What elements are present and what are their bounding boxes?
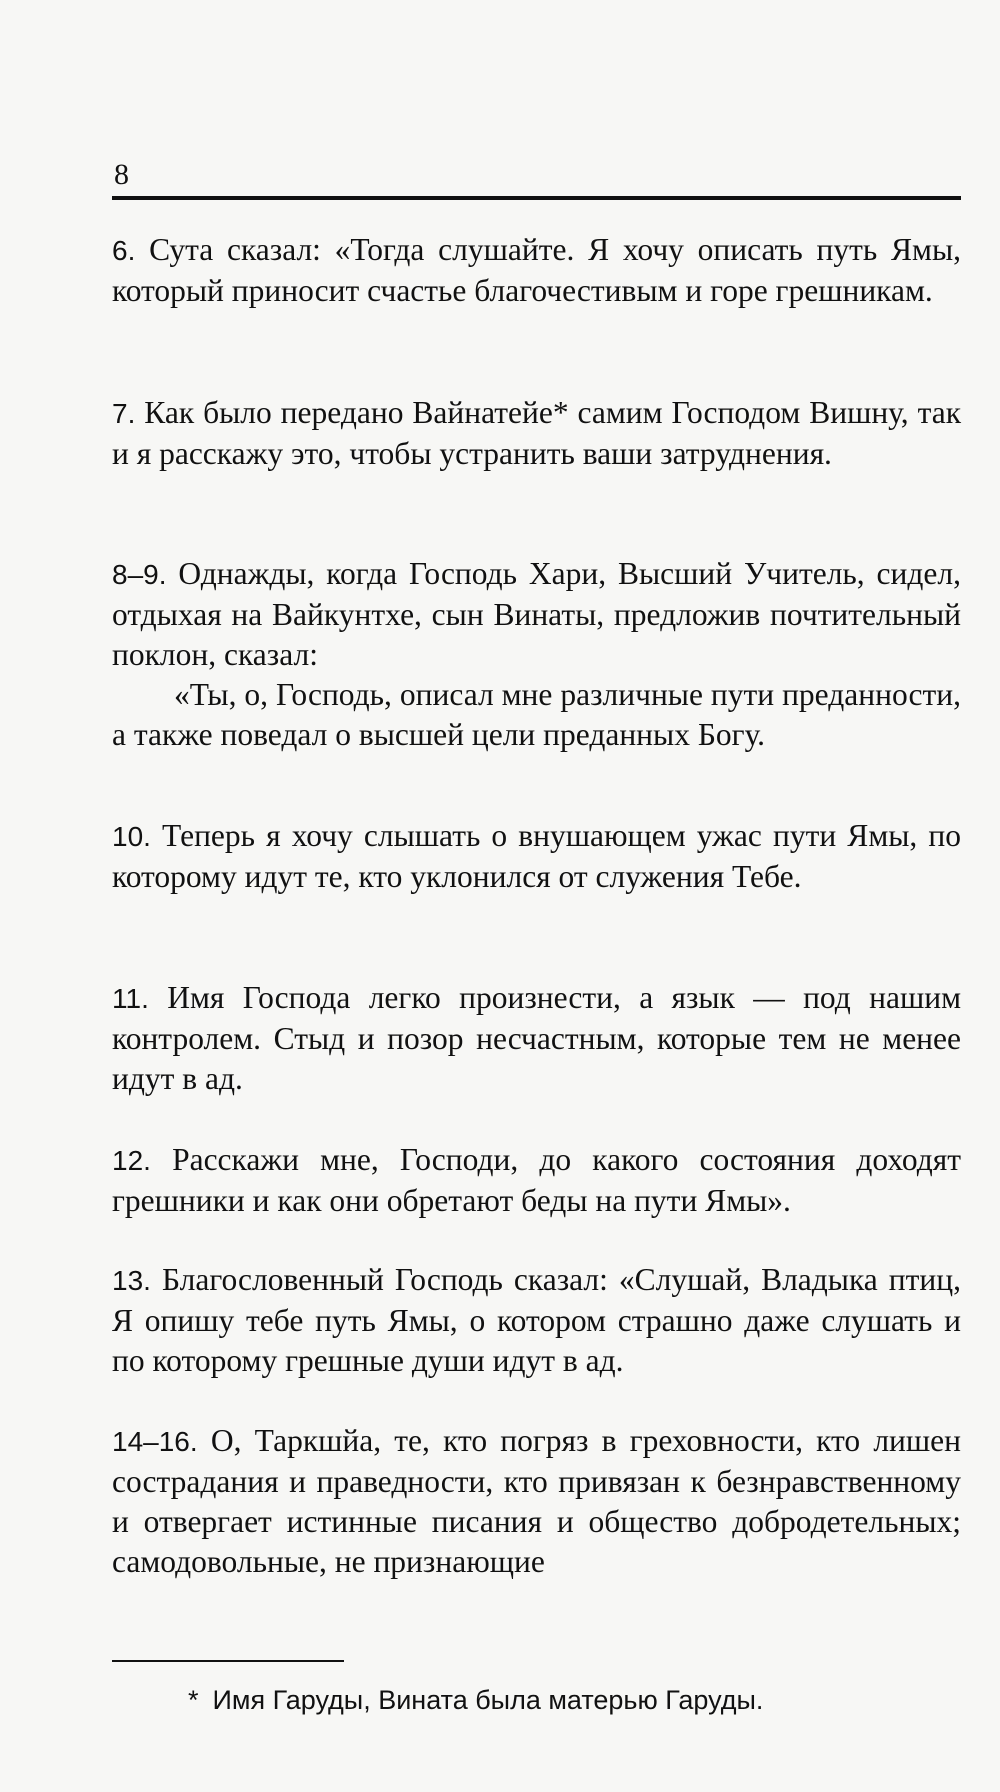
verse-number: 11. xyxy=(112,983,149,1014)
verse-text: Как было передано Вайнатейе* самим Господом Вишну, так и я расскажу это, чтобы устранить ваши затруднения. xyxy=(112,395,962,471)
verse-text: Имя Господа легко произнести, а язык — под нашим контролем. Стыд и позор несчастным, которые тем не менее идут в ад. xyxy=(112,980,962,1096)
page-number: 8 xyxy=(114,158,129,191)
verse-11 xyxy=(112,978,961,1099)
verse-number: 12. xyxy=(112,1145,151,1176)
verse-text: Теперь я хочу слышать о внушающем ужас пути Ямы, по которому идут те, кто уклонился от служения Тебе. xyxy=(112,818,962,894)
verse-text: Однажды, когда Господь Хари, Высший Учитель, сидел, отдыхая на Вайкунтхе, сын Винаты, предложив почтительный поклон, сказал: xyxy=(112,556,961,672)
verse-10 xyxy=(112,816,961,897)
verse-continuation: «Ты, о, Господь, описал мне различные пути преданности, а также поведал о высшей цели преданных Богу. xyxy=(112,677,961,752)
verse-13 xyxy=(112,1260,961,1381)
verse-text: О, Таркшйа, те, кто погряз в греховности, кто лишен сострадания и праведности, кто привязан к безнравственному и отвергает истинные писания и общество добродетельных; самодовольные, не признающие xyxy=(112,1423,961,1579)
footnote-mark: * xyxy=(188,1685,199,1715)
verse-number: 13. xyxy=(112,1265,151,1296)
verse-12 xyxy=(112,1140,961,1221)
verse-text: Расскажи мне, Господи, до какого состояния доходят грешники и как они обретают беды на пути Ямы». xyxy=(112,1142,961,1218)
verse-number: 14–16. xyxy=(112,1426,198,1457)
verse-number: 8–9. xyxy=(112,559,167,590)
verse-text: Благословенный Господь сказал: «Слушай, Владыка птиц, Я опишу тебе путь Ямы, о котором страшно даже слушать и по которому грешные души идут в ад. xyxy=(112,1262,961,1378)
verse-number: 6. xyxy=(112,235,136,266)
verse-6 xyxy=(112,230,961,311)
verse-8-9 xyxy=(112,554,961,755)
verse-text: Сута сказал: «Тогда слушайте. Я хочу описать путь Ямы, который приносит счастье благочестивым и горе грешникам. xyxy=(112,232,962,308)
verse-7 xyxy=(112,393,961,474)
footnote xyxy=(188,1684,763,1716)
verse-14-16 xyxy=(112,1421,961,1582)
verse-number: 10. xyxy=(112,821,151,852)
footnote-text: Имя Гаруды, Вината была матерью Гаруды. xyxy=(212,1685,764,1715)
footnote-rule xyxy=(112,1660,344,1662)
header-rule xyxy=(112,196,961,200)
verse-number: 7. xyxy=(112,398,136,429)
